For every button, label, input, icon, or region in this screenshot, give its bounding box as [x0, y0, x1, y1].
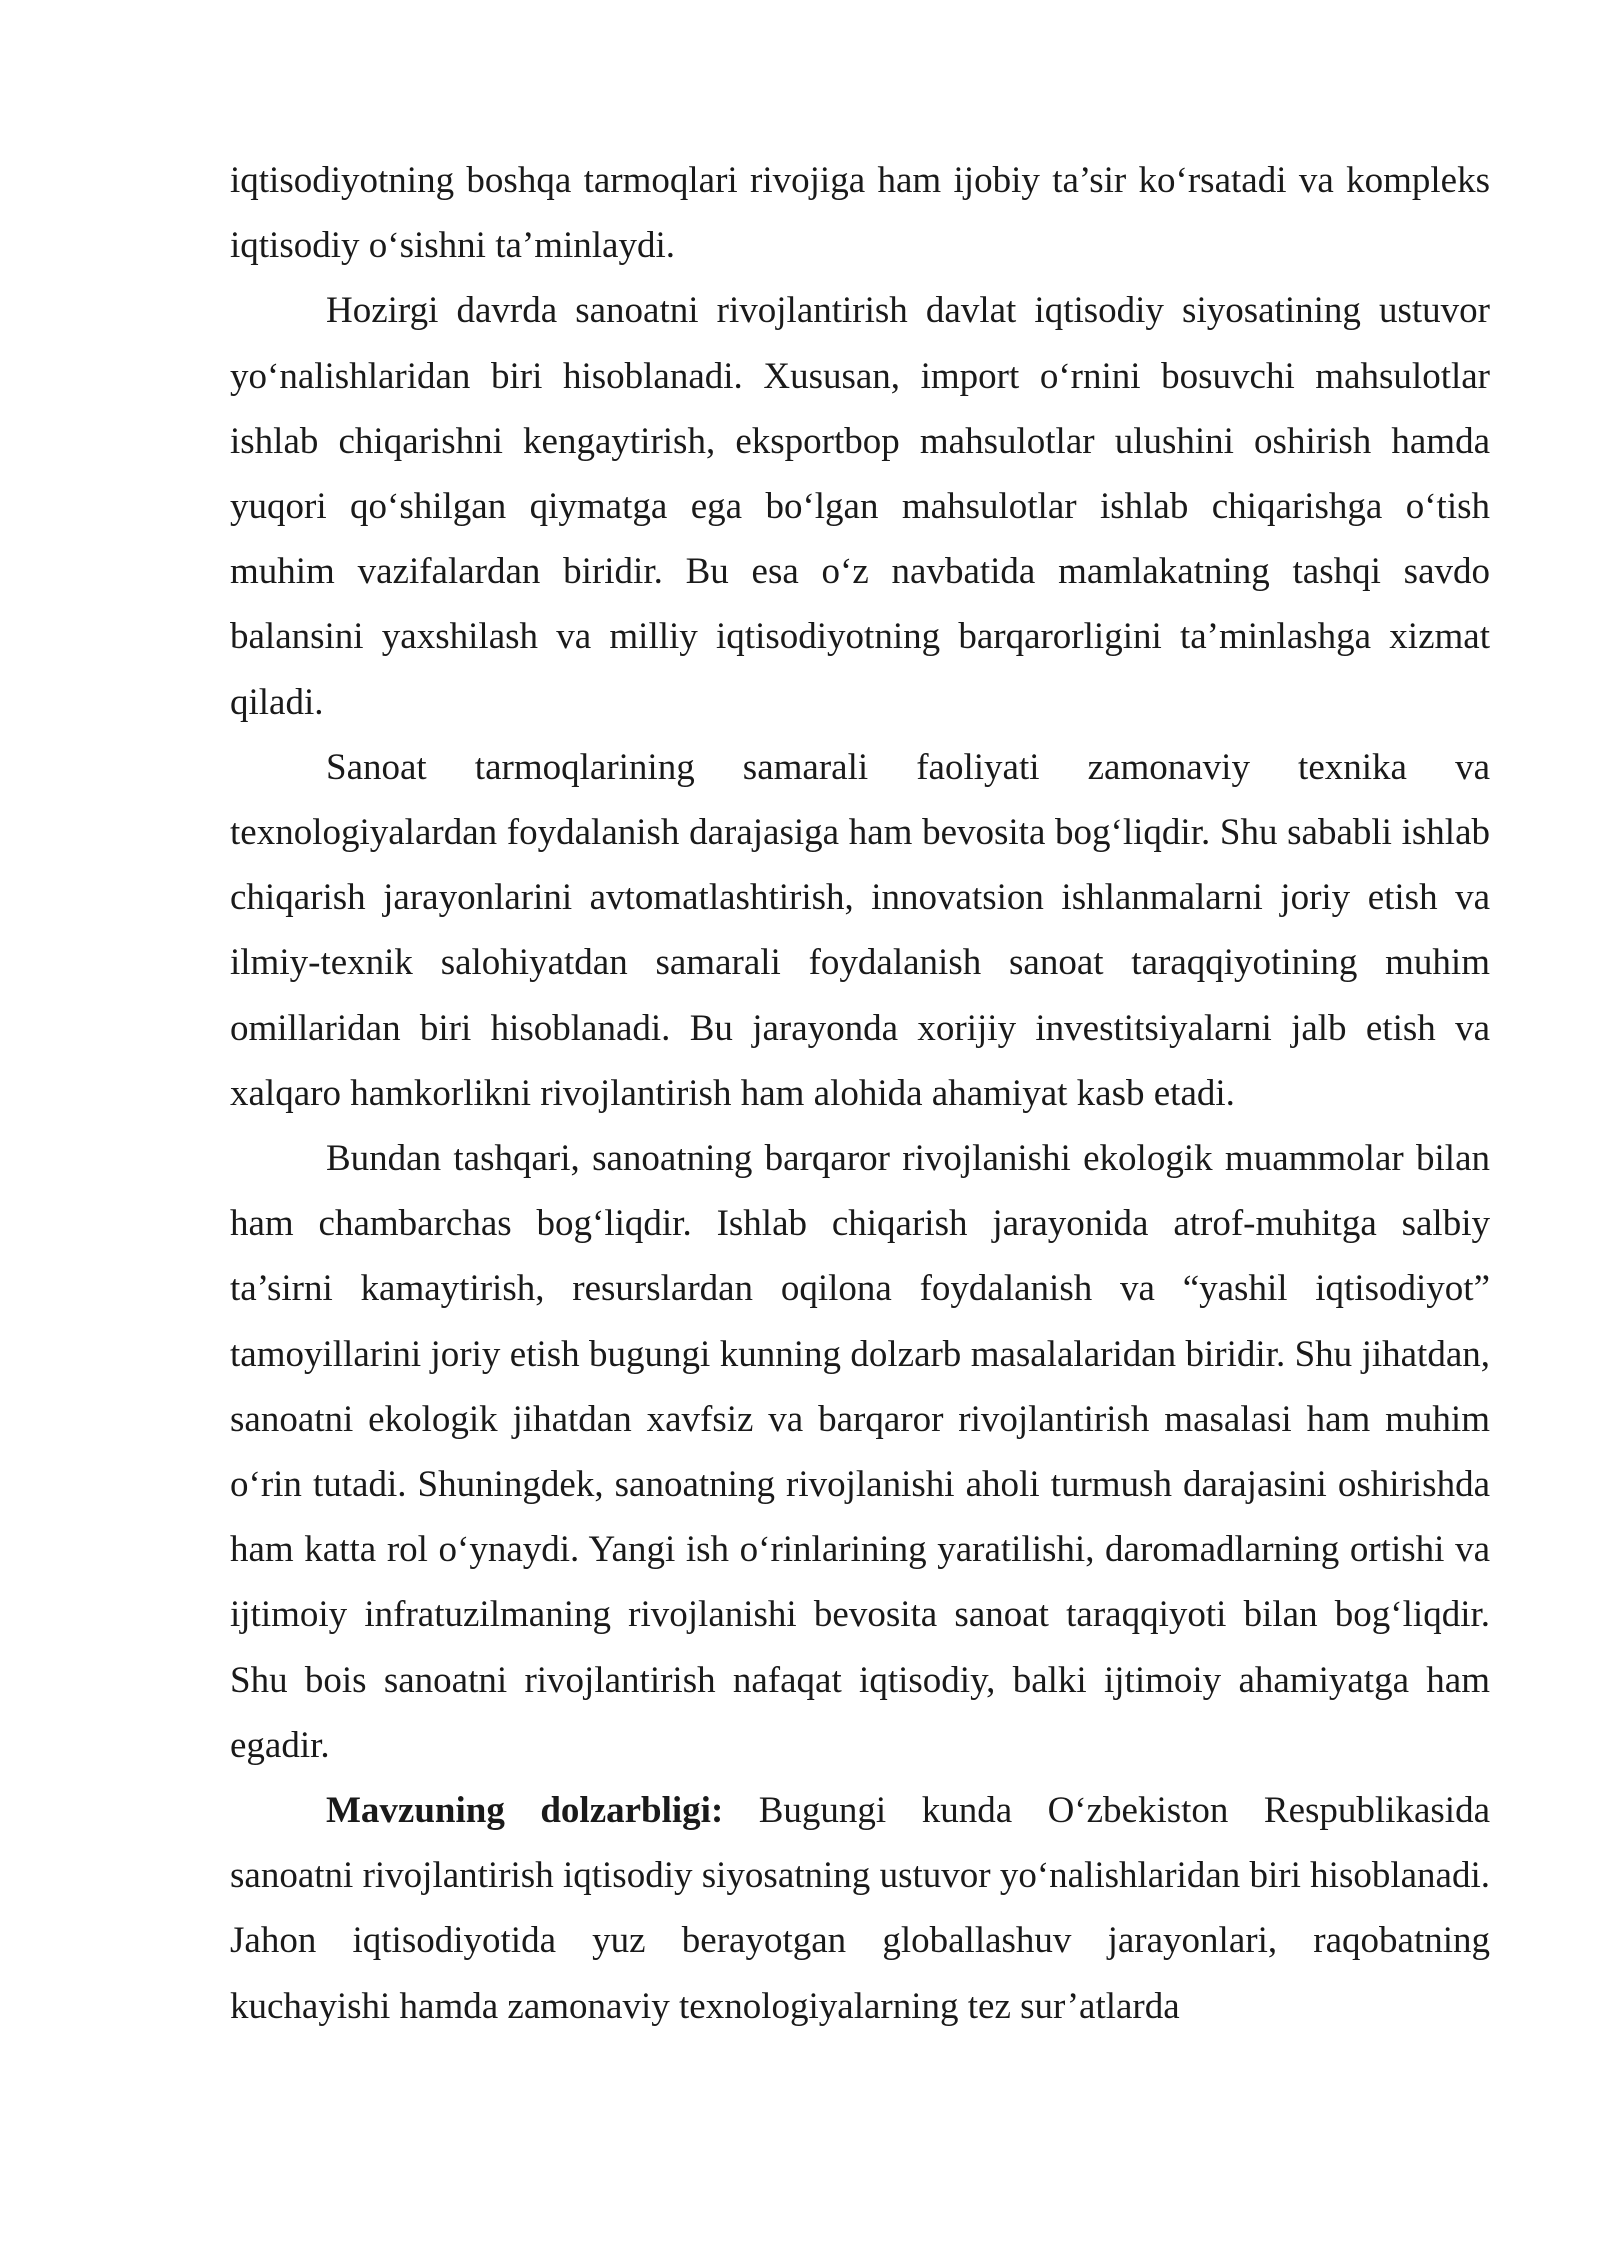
relevance-text: Bugungi kunda O‘zbekiston Respublikasida sanoatni rivojlantirish iqtisodiy siyosatning ustuvor yo‘nalishlaridan biri hisoblanadi. Jahon iqtisodiyotida yuz berayotgan globallashuv jarayonlari, raqobatning kuchayishi hamda zamonaviy texnologiyalarning tez sur’atlarda	[230, 1790, 1490, 2027]
paragraph-industrial-policy: Hozirgi davrda sanoatni rivojlantirish davlat iqtisodiy siyosatining ustuvor yo‘nalishlaridan biri hisoblanadi. Xususan, import o‘rnini bosuvchi mahsulotlar ishlab chiqarishni kengaytirish, eksportbop mahsulotlar ulushini oshirish hamda yuqori qo‘shilgan qiymatga ega bo‘lgan mahsulotlar ishlab chiqarishga o‘tish muhim vazifalardan biridir. Bu esa o‘z navbatida mamlakatning tashqi savdo balansini yaxshilash va milliy iqtisodiyotning barqarorligini ta’minlashga xizmat qiladi.	[230, 290, 1490, 723]
document-page	[230, 148, 1490, 2039]
relevance-heading: Mavzuning dolzarbligi:	[326, 1790, 724, 1832]
paragraph-continuation: iqtisodiyotning boshqa tarmoqlari rivojiga ham ijobiy ta’sir ko‘rsatadi va kompleks iqtisodiy o‘sishni ta’minlaydi.	[230, 160, 1490, 267]
paragraph-ecology: Bundan tashqari, sanoatning barqaror rivojlanishi ekologik muammolar bilan ham chambarchas bog‘liqdir. Ishlab chiqarish jarayonida atrof-muhitga salbiy ta’sirni kamaytirish, resurslardan oqilona foydalanish va “yashil iqtisodiyot” tamoyillarini joriy etish bugungi kunning dolzarb masalalaridan biridir. Shu jihatdan, sanoatni ekologik jihatdan xavfsiz va barqaror rivojlantirish masalasi ham muhim o‘rin tutadi. Shuningdek, sanoatning rivojlanishi aholi turmush darajasini oshirishda ham katta rol o‘ynaydi. Yangi ish o‘rinlarining yaratilishi, daromadlarning ortishi va ijtimoiy infratuzilmaning rivojlanishi bevosita sanoat taraqqiyoti bilan bog‘liqdir. Shu bois sanoatni rivojlantirish nafaqat iqtisodiy, balki ijtimoiy ahamiyatga ham egadir.	[230, 1138, 1490, 1766]
paragraph-relevance	[230, 1778, 1490, 2039]
paragraph-technology: Sanoat tarmoqlarining samarali faoliyati zamonaviy texnika va texnologiyalardan foydalanish darajasiga ham bevosita bog‘liqdir. Shu sababli ishlab chiqarish jarayonlarini avtomatlashtirish, innovatsion ishlanmalarni joriy etish va ilmiy-texnik salohiyatdan samarali foydalanish sanoat taraqqiyotining muhim omillaridan biri hisoblanadi. Bu jarayonda xorijiy investitsiyalarni jalb etish va xalqaro hamkorlikni rivojlantirish ham alohida ahamiyat kasb etadi.	[230, 746, 1490, 1114]
